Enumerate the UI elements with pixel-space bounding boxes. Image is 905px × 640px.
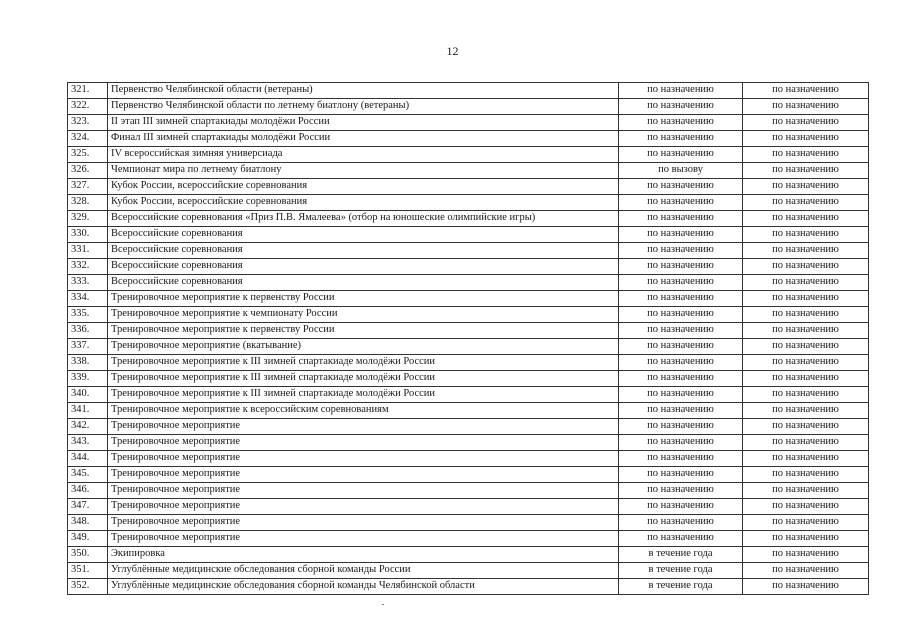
row-number-cell: 325. [68, 147, 108, 163]
row-number-cell: 322. [68, 99, 108, 115]
event-name-cell: Первенство Челябинской области по летнему биатлону (ветераны) [108, 99, 619, 115]
table-row [68, 147, 869, 163]
table-row [68, 259, 869, 275]
event-place-cell: по назначению [743, 131, 869, 147]
table-row [68, 419, 869, 435]
table-row [68, 131, 869, 147]
row-number-cell: 346. [68, 483, 108, 499]
event-place-cell: по назначению [743, 467, 869, 483]
row-number-cell: 351. [68, 563, 108, 579]
row-number-cell: 335. [68, 307, 108, 323]
page-number: 12 [446, 44, 459, 58]
event-date-cell: по назначению [619, 243, 743, 259]
table-row [68, 99, 869, 115]
event-date-cell: по назначению [619, 387, 743, 403]
table-row [68, 563, 869, 579]
event-date-cell: по назначению [619, 147, 743, 163]
event-name-cell: Тренировочное мероприятие к первенству России [108, 323, 619, 339]
event-place-cell: по назначению [743, 355, 869, 371]
row-number-cell: 324. [68, 131, 108, 147]
event-place-cell: по назначению [743, 323, 869, 339]
events-table [67, 82, 869, 595]
event-name-cell: Кубок России, всероссийские соревнования [108, 195, 619, 211]
event-place-cell: по назначению [743, 291, 869, 307]
table-row [68, 579, 869, 595]
event-date-cell: по назначению [619, 515, 743, 531]
table-row [68, 403, 869, 419]
event-date-cell: по назначению [619, 307, 743, 323]
event-date-cell: по назначению [619, 131, 743, 147]
scan-speck [382, 604, 384, 605]
event-date-cell: в течение года [619, 547, 743, 563]
event-name-cell: Всероссийские соревнования [108, 227, 619, 243]
event-name-cell: Экипировка [108, 547, 619, 563]
event-place-cell: по назначению [743, 147, 869, 163]
event-date-cell: по назначению [619, 291, 743, 307]
row-number-cell: 328. [68, 195, 108, 211]
table-row [68, 515, 869, 531]
event-place-cell: по назначению [743, 307, 869, 323]
event-name-cell: Тренировочное мероприятие [108, 451, 619, 467]
event-date-cell: в течение года [619, 563, 743, 579]
event-name-cell: Тренировочное мероприятие [108, 531, 619, 547]
table-row [68, 243, 869, 259]
table-row [68, 499, 869, 515]
event-date-cell: по назначению [619, 259, 743, 275]
table-row [68, 179, 869, 195]
row-number-cell: 342. [68, 419, 108, 435]
row-number-cell: 336. [68, 323, 108, 339]
event-name-cell: Тренировочное мероприятие к всероссийским соревнованиям [108, 403, 619, 419]
event-place-cell: по назначению [743, 547, 869, 563]
event-date-cell: по назначению [619, 499, 743, 515]
table-row [68, 467, 869, 483]
row-number-cell: 321. [68, 83, 108, 99]
row-number-cell: 327. [68, 179, 108, 195]
row-number-cell: 349. [68, 531, 108, 547]
event-name-cell: Тренировочное мероприятие [108, 499, 619, 515]
event-date-cell: по назначению [619, 435, 743, 451]
event-name-cell: Всероссийские соревнования «Приз П.В. Ямалеева» (отбор на юношеские олимпийские игры) [108, 211, 619, 227]
event-place-cell: по назначению [743, 115, 869, 131]
event-place-cell: по назначению [743, 163, 869, 179]
event-place-cell: по назначению [743, 435, 869, 451]
row-number-cell: 348. [68, 515, 108, 531]
row-number-cell: 350. [68, 547, 108, 563]
row-number-cell: 333. [68, 275, 108, 291]
event-name-cell: Кубок России, всероссийские соревнования [108, 179, 619, 195]
event-place-cell: по назначению [743, 563, 869, 579]
event-place-cell: по назначению [743, 259, 869, 275]
event-place-cell: по назначению [743, 531, 869, 547]
event-name-cell: Тренировочное мероприятие к первенству России [108, 291, 619, 307]
table-row [68, 547, 869, 563]
event-place-cell: по назначению [743, 403, 869, 419]
table-row [68, 195, 869, 211]
table-row [68, 211, 869, 227]
event-name-cell: Тренировочное мероприятие [108, 483, 619, 499]
event-date-cell: по назначению [619, 419, 743, 435]
event-place-cell: по назначению [743, 371, 869, 387]
event-name-cell: Тренировочное мероприятие [108, 435, 619, 451]
event-place-cell: по назначению [743, 275, 869, 291]
event-name-cell: Всероссийские соревнования [108, 259, 619, 275]
table-row [68, 227, 869, 243]
event-name-cell: Тренировочное мероприятие к чемпионату России [108, 307, 619, 323]
event-name-cell: Тренировочное мероприятие (вкатывание) [108, 339, 619, 355]
event-place-cell: по назначению [743, 195, 869, 211]
event-name-cell: II этап III зимней спартакиады молодёжи России [108, 115, 619, 131]
table-row [68, 115, 869, 131]
event-name-cell: Всероссийские соревнования [108, 243, 619, 259]
event-place-cell: по назначению [743, 451, 869, 467]
event-name-cell: Углублённые медицинские обследования сборной команды России [108, 563, 619, 579]
event-name-cell: Всероссийские соревнования [108, 275, 619, 291]
table-row [68, 291, 869, 307]
row-number-cell: 338. [68, 355, 108, 371]
row-number-cell: 344. [68, 451, 108, 467]
table-row [68, 163, 869, 179]
event-place-cell: по назначению [743, 387, 869, 403]
row-number-cell: 332. [68, 259, 108, 275]
event-place-cell: по назначению [743, 227, 869, 243]
event-name-cell: Тренировочное мероприятие к III зимней спартакиаде молодёжи России [108, 355, 619, 371]
table-row [68, 371, 869, 387]
table-row [68, 483, 869, 499]
row-number-cell: 341. [68, 403, 108, 419]
table-row [68, 387, 869, 403]
event-date-cell: по назначению [619, 339, 743, 355]
event-date-cell: по назначению [619, 179, 743, 195]
event-name-cell: Углублённые медицинские обследования сборной команды Челябинской области [108, 579, 619, 595]
event-place-cell: по назначению [743, 515, 869, 531]
event-date-cell: по назначению [619, 355, 743, 371]
event-date-cell: по назначению [619, 227, 743, 243]
event-name-cell: Чемпионат мира по летнему биатлону [108, 163, 619, 179]
event-place-cell: по назначению [743, 579, 869, 595]
table-row [68, 339, 869, 355]
event-date-cell: по назначению [619, 403, 743, 419]
row-number-cell: 345. [68, 467, 108, 483]
event-date-cell: по назначению [619, 467, 743, 483]
event-date-cell: по назначению [619, 451, 743, 467]
event-place-cell: по назначению [743, 243, 869, 259]
event-name-cell: Тренировочное мероприятие к III зимней спартакиаде молодёжи России [108, 387, 619, 403]
event-date-cell: по назначению [619, 275, 743, 291]
row-number-cell: 343. [68, 435, 108, 451]
row-number-cell: 326. [68, 163, 108, 179]
table-row [68, 355, 869, 371]
event-name-cell: Тренировочное мероприятие [108, 515, 619, 531]
event-date-cell: по назначению [619, 483, 743, 499]
event-date-cell: по вызову [619, 163, 743, 179]
table-row [68, 83, 869, 99]
event-place-cell: по назначению [743, 483, 869, 499]
event-name-cell: IV всероссийская зимняя универсиада [108, 147, 619, 163]
event-place-cell: по назначению [743, 99, 869, 115]
row-number-cell: 352. [68, 579, 108, 595]
event-date-cell: по назначению [619, 531, 743, 547]
event-name-cell: Тренировочное мероприятие к III зимней спартакиаде молодёжи России [108, 371, 619, 387]
event-date-cell: по назначению [619, 371, 743, 387]
event-place-cell: по назначению [743, 211, 869, 227]
table-row [68, 531, 869, 547]
event-name-cell: Тренировочное мероприятие [108, 467, 619, 483]
row-number-cell: 323. [68, 115, 108, 131]
event-name-cell: Первенство Челябинской области (ветераны) [108, 83, 619, 99]
table-row [68, 307, 869, 323]
table-row [68, 435, 869, 451]
table-row [68, 451, 869, 467]
row-number-cell: 334. [68, 291, 108, 307]
event-place-cell: по назначению [743, 499, 869, 515]
row-number-cell: 329. [68, 211, 108, 227]
row-number-cell: 337. [68, 339, 108, 355]
event-date-cell: по назначению [619, 99, 743, 115]
event-date-cell: в течение года [619, 579, 743, 595]
row-number-cell: 331. [68, 243, 108, 259]
row-number-cell: 340. [68, 387, 108, 403]
row-number-cell: 330. [68, 227, 108, 243]
event-date-cell: по назначению [619, 211, 743, 227]
event-name-cell: Финал III зимней спартакиады молодёжи России [108, 131, 619, 147]
event-date-cell: по назначению [619, 115, 743, 131]
event-place-cell: по назначению [743, 419, 869, 435]
row-number-cell: 347. [68, 499, 108, 515]
event-date-cell: по назначению [619, 83, 743, 99]
event-place-cell: по назначению [743, 179, 869, 195]
table-row [68, 323, 869, 339]
event-place-cell: по назначению [743, 339, 869, 355]
event-date-cell: по назначению [619, 323, 743, 339]
event-name-cell: Тренировочное мероприятие [108, 419, 619, 435]
event-date-cell: по назначению [619, 195, 743, 211]
event-place-cell: по назначению [743, 83, 869, 99]
row-number-cell: 339. [68, 371, 108, 387]
table-row [68, 275, 869, 291]
